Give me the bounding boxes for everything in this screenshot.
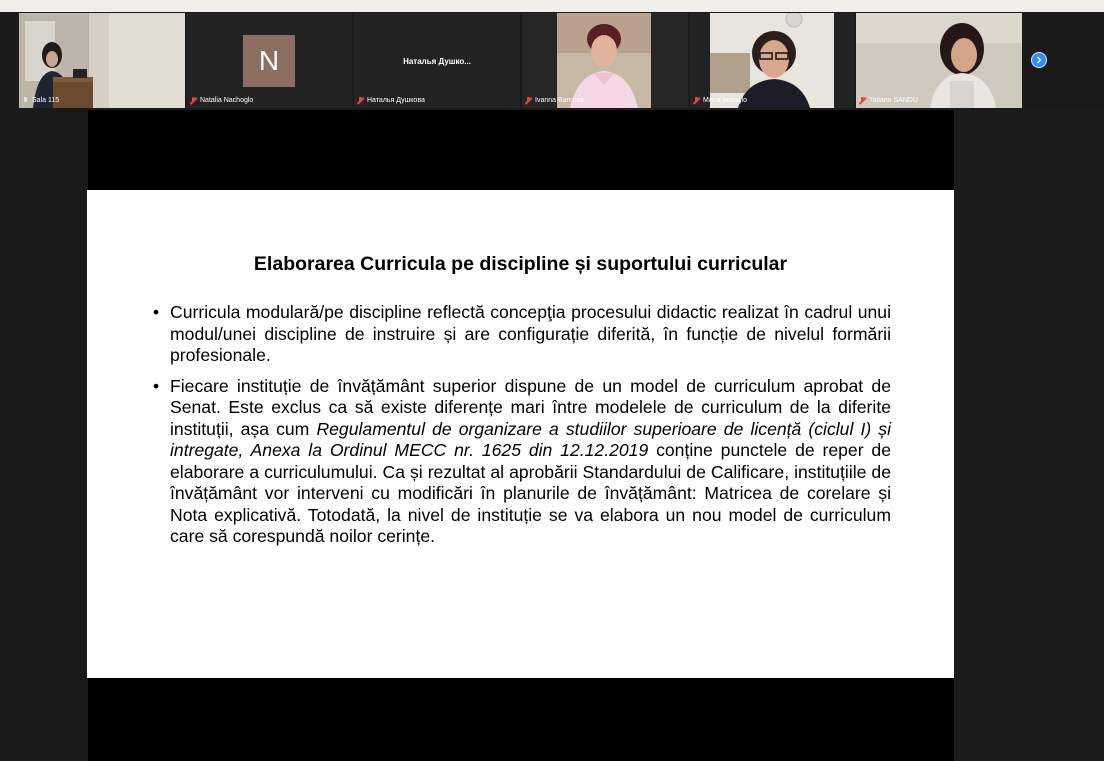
participant-video: [19, 13, 185, 108]
muted-microphone-icon: [357, 97, 364, 105]
microphone-icon: [22, 97, 29, 105]
presentation-slide: [87, 190, 954, 678]
participant-name: Наталья Душкова: [357, 96, 425, 106]
slide-bullet-list: [153, 302, 891, 557]
slide-title: Elaborarea Curricula pe discipline și suportului curricular: [253, 253, 788, 275]
muted-microphone-icon: [525, 97, 532, 105]
avatar: N: [243, 35, 295, 87]
participant-tile-natalia-dushkova[interactable]: [354, 13, 520, 108]
bullet-item: • Curricula modulară/pe discipline reflectă concepţia procesului didactic realizat în cadrul unui modul/unei discipline de instruire și are configurație diferită, în funcție de nivelul formării profesionale.: [153, 302, 891, 367]
side-panel: [954, 110, 1104, 761]
participant-tile-label: Наталья Душко...: [403, 57, 471, 66]
participant-tile-sala-115[interactable]: [19, 13, 185, 108]
participant-tile-tatiana-sandu[interactable]: [856, 13, 1022, 108]
participant-tile-ivanna-barcova[interactable]: [522, 13, 688, 108]
participant-video: [856, 13, 1022, 108]
participant-name: Tatiana SANDU: [859, 96, 918, 106]
muted-microphone-icon: [693, 97, 700, 105]
window-top-strip: [0, 0, 1104, 12]
muted-microphone-icon: [190, 97, 197, 105]
bullet-item: • Fiecare instituție de învățământ superior dispune de un model de curriculum aprobat de Senat. Este exclus ca să existe diferențe mari între modelele de curriculum de la diferite instituții, așa cum Regulamentul de organizare a studiilor superioare de licență (ciclul I) și intregate, Anexa la Ordinul MECC nr. 1625 din 12.12.2019 conține punctele de reper de elaborare a curriculumului. Ca și rezultat al aprobării Standardului de Calificare, instituțiile de învățământ vor interveni cu modificări în planurile de învățământ: Matricea de corelare și Nota explicativă. Totodată, la nivel de instituție se va elabora un nou model de curriculum care să corespundă noilor cerințe.: [153, 376, 891, 548]
next-page-button[interactable]: [1031, 52, 1047, 68]
participant-name: Ivanna Barcova: [525, 96, 584, 106]
muted-microphone-icon: [859, 97, 866, 105]
chevron-right-icon: [1035, 56, 1043, 64]
participant-gallery: [0, 12, 1104, 110]
participant-video: [522, 13, 688, 108]
participant-name: Sala 115: [22, 96, 59, 106]
participant-name: Maria Ianioglo: [693, 96, 747, 106]
participant-tile-maria-ianioglo[interactable]: [690, 13, 854, 108]
participant-video: [690, 13, 854, 108]
participant-name: Natalia Nachoglo: [190, 96, 253, 106]
participant-tile-natalia-nachoglo[interactable]: [187, 13, 352, 108]
